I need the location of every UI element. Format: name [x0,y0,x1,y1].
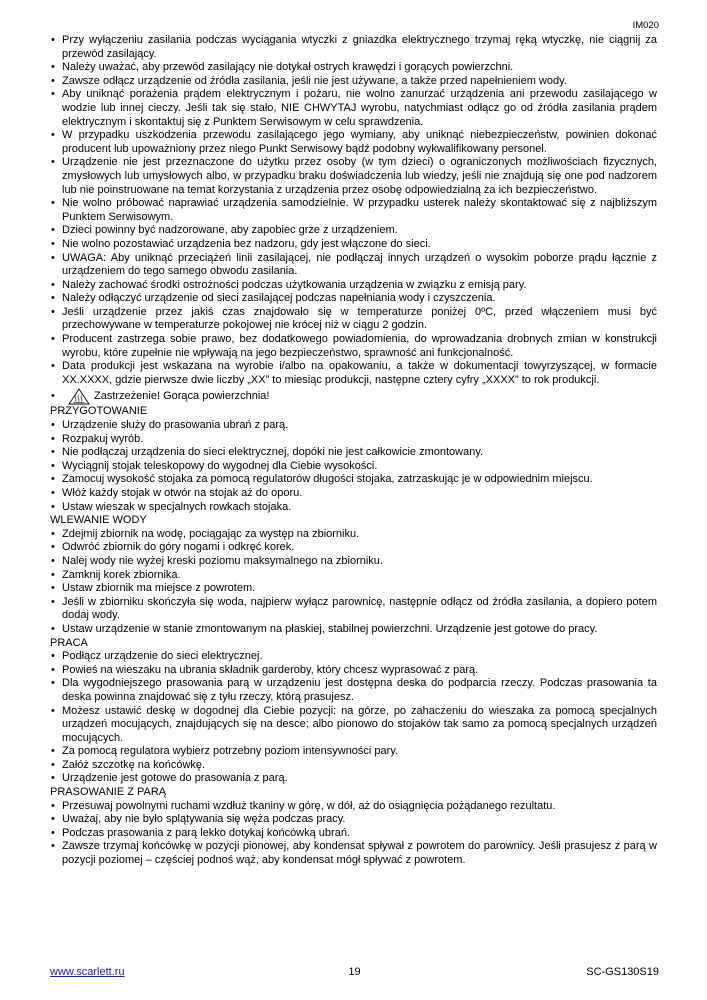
list-item: • Włóż każdy stojak w otwór na stojak aż do oporu. [50,487,657,501]
list-item: • Załóż szczotkę na końcówkę. [50,759,657,773]
operation-heading: PRACA [50,636,88,649]
list-item: • Zdejmij zbiornik na wodę, pociągając za występ na zbiorniku. [50,528,657,542]
list-item: • Podczas prasowania z parą lekko dotykaj końcówką ubrań. [50,827,657,841]
list-item: • Możesz ustawić deskę w dogodnej dla Ciebie pozycji: na górze, po zahaczeniu do wieszaka za pomocą specjalnych urządzeń mocujących, znajdujących się na desce; albo pionowo do stojaków tak samo za pomocą specjalnych urządzeń mocujących. [50,705,657,746]
list-item: • Ustaw zbiornik ma miejsce z powrotem. [50,582,657,596]
hot-surface-warning-item [50,387,657,405]
list-item: • Zawsze trzymaj końcówkę w pozycji pionowej, aby kondensat spływał z powrotem do parownicy. Jeśli prasujesz z parą w pozycji poziomej – częściej podnoś wąż, aby kondensat mógł spływać z powrotem. [50,840,657,867]
list-item: • UWAGA: Aby uniknąć przeciążeń linii zasilającej, nie podłączaj innych urządzeń o wysokim poborze prądu łącznie z urządzeniem do tego samego obwodu zasilania. [50,252,657,279]
list-item: • Aby uniknąć porażenia prądem elektrycznym i pożaru, nie wolno zanurzać urządzenia ani przewodu zasilającego w wodzie lub innej cieczy. Jeśli tak się stało, NIE CHWYTAJ wyrobu, natychmiast odłącz go od źródła zasilania prądem elektrycznym i skontaktuj się z Punktem Serwisowym w celu sprawdzenia. [50,88,657,129]
list-item: • Rozpakuj wyrób. [50,433,657,447]
list-item: • Producent zastrzega sobie prawo, bez dodatkowego powiadomienia, do wprowadzania drobnych zmian w konstrukcji wyrobu, które zupełnie nie wpływają na jego bezpieczeństwo, sprawność ani funkcjonalność. [50,333,657,360]
list-item: • Przesuwaj powolnymi ruchami wzdłuż tkaniny w górę, w dół, aż do osiągnięcia pożądanego rezultatu. [50,800,657,814]
list-item: • Dla wygodniejszego prasowania parą w urządzeniu jest dostępna deska do podparcia rzeczy. Podczas prasowania ta deska powinna znajdować się z tyłu rzeczy, którą prasujesz. [50,677,657,704]
list-item: • Podłącz urządzenie do sieci elektrycznej. [50,650,657,664]
list-item: • Wyciągnij stojak teleskopowy do wygodnej dla Ciebie wysokości. [50,460,657,474]
steam-ironing-list [50,800,657,868]
list-item: • Jeśli urządzenie przez jakiś czas znajdowało się w temperaturze poniżej 0ºC, przed włączeniem musi być przechowywane w temperaturze pokojowej nie krócej niż w ciągu 2 godzin. [50,306,657,333]
list-item: • Należy zachować środki ostrożności podczas użytkowania urządzenia w związku z emisją pary. [50,279,657,293]
hot-surface-warning-text: Zastrzeżenie! Gorąca powierzchnia! [94,390,270,403]
list-item: • Ustaw urządzenie w stanie zmontowanym na płaskiej, stabilnej powierzchni. Urządzenie jest gotowe do pracy. [50,623,657,637]
list-item: • Data produkcji jest wskazana na wyrobie i/albo na opakowaniu, a także w dokumentacji towyrzyszącej, w formacie XX.XXXX, gdzie pierwsze dwie liczby „XX” to miesiąc produkcji, następne cztery cyfry „XXXX” to rok produkcji. [50,360,657,387]
list-item: • Urządzenie jest gotowe do prasowania z parą. [50,772,657,786]
list-item: • W przypadku uszkodzenia przewodu zasilającego jego wymiany, aby uniknąć niebezpieczeństw, powinien dokonać producent lub upoważniony przez niego Punkt Serwisowy bądź podobny wykwalifikowany personel. [50,129,657,156]
steam-ironing-heading: PRASOWANIE Z PARĄ [50,786,167,799]
list-item: • Jeśli w zbiorniku skończyła się woda, najpierw wyłącz parownicę, następnie odłącz od źródła zasilania, a dopiero potem dodaj wody. [50,596,657,623]
water-filling-heading: WLEWANIE WODY [50,514,147,527]
list-item: • Nie wolno próbować naprawiać urządzenia samodzielnie. W przypadku usterek należy skontaktować się z najbliższym Punktem Serwisowym. [50,197,657,224]
preparation-heading: PRZYGOTOWANIE [50,405,148,418]
list-item: • Zamocuj wysokość stojaka za pomocą regulatorów długości stojaka, zatrzaskując je w odpowiednim miejscu. [50,473,657,487]
hot-surface-warning-icon [68,388,90,405]
website-link[interactable]: www.scarlett.ru [50,966,125,978]
list-item: • Powieś na wieszaku na ubrania składnik garderoby, który chcesz wyprasować z parą. [50,664,657,678]
page-number: 19 [348,966,361,978]
list-item: • Zamknij korek zbiornika. [50,569,657,583]
list-item: • Za pomocą regulatora wybierz potrzebny poziom intensywności pary. [50,745,657,759]
operation-list [50,650,657,786]
list-item: • Nie wolno pozostawiać urządzenia bez nadzoru, gdy jest włączone do sieci. [50,238,657,252]
list-item: • Należy odłączyć urządzenie od sieci zasilającej podczas napełniania wody i czyszczenia. [50,292,657,306]
list-item: • Urządzenie nie jest przeznaczone do użytku przez osoby (w tym dzieci) o ograniczonych możliwościach fizycznych, zmysłowych lub umysłowych albo, w przypadku braku doświadczenia lub wiedzy, jeśli nie znajdują się one pod nadzorem lub nie poinstruowane na temat korzystania z urządzenia przez osobę odpowiedzialną za ich bezpieczeństwo. [50,156,657,197]
safety-instructions-list [50,34,657,387]
preparation-list [50,419,657,514]
model-code: IM020 [632,20,659,31]
water-filling-list [50,528,657,637]
list-item: • Należy uważać, aby przewód zasilający nie dotykał ostrych krawędzi i gorących powierzchni. [50,61,657,75]
list-item: • Nie podłączaj urządzenia do sieci elektrycznej, dopóki nie jest całkowicie zmontowany. [50,446,657,460]
manual-content [50,34,657,868]
list-item: • Uważaj, aby nie było splątywania się węża podczas pracy. [50,813,657,827]
list-item: • Urządzenie służy do prasowania ubrań z parą. [50,419,657,433]
list-item: • Ustaw wieszak w specjalnych rowkach stojaka. [50,501,657,515]
product-code: SC-GS130S19 [586,966,659,978]
list-item: • Przy wyłączeniu zasilania podczas wyciągania wtyczki z gniazdka elektrycznego trzymaj ręką wtyczkę, nie ciągnij za przewód zasilający. [50,34,657,61]
hot-surface-list [50,387,657,405]
list-item: • Zawsze odłącz urządzenie od źródła zasilania, jeśli nie jest używane, a także przed napełnieniem wody. [50,75,657,89]
list-item: • Nalej wody nie wyżej kreski poziomu maksymalnego na zbiorniku. [50,555,657,569]
list-item: • Odwróć zbiornik do góry nogami i odkręć korek. [50,541,657,555]
list-item: • Dzieci powinny być nadzorowane, aby zapobiec grze z urządzeniem. [50,224,657,238]
